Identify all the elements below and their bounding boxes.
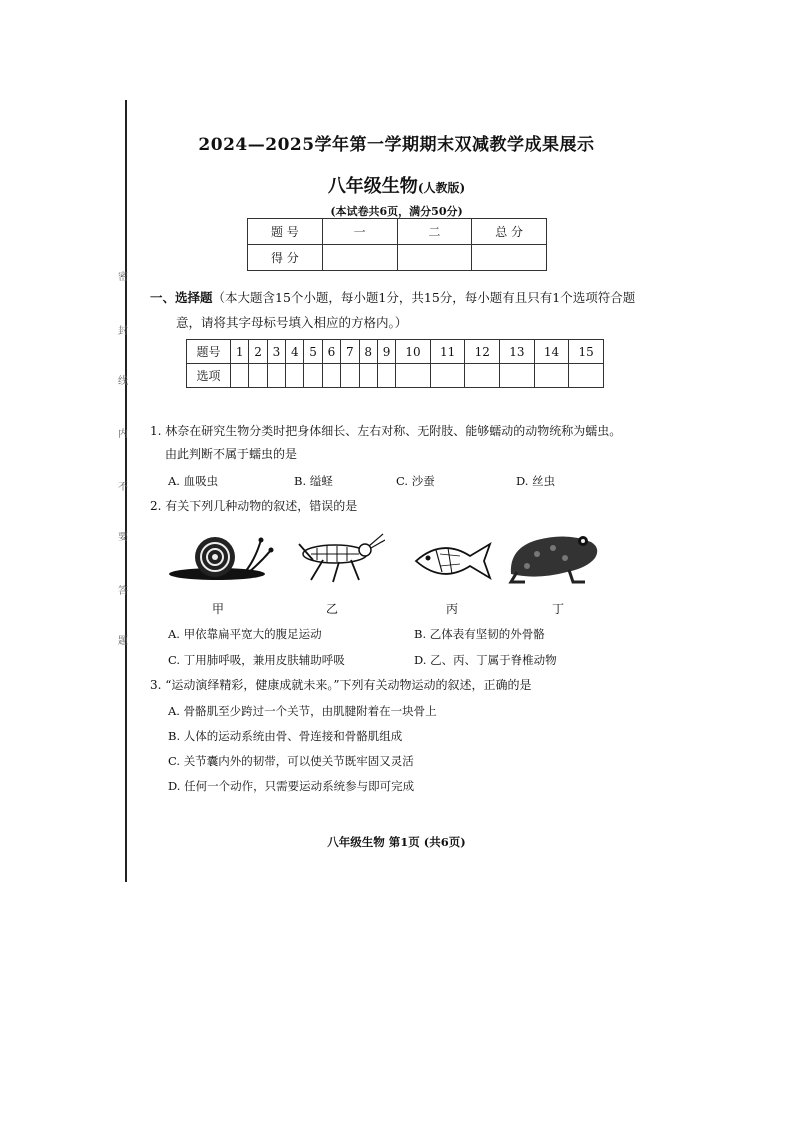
- answer-number: 2: [249, 340, 267, 364]
- answer-number: 4: [286, 340, 304, 364]
- margin-char: 答: [118, 586, 128, 597]
- question-1-stem: 1. 林奈在研究生物分类时把身体细长、左右对称、无附肢、能够蠕动的动物统称为蠕虫。: [150, 424, 622, 438]
- section-instruction: [150, 285, 635, 310]
- question-2-option-d: D. 乙、丙、丁属于脊椎动物: [414, 653, 557, 667]
- margin-char: 不: [118, 482, 128, 493]
- answer-number: 3: [267, 340, 285, 364]
- margin-char: 题: [118, 636, 128, 647]
- exam-note: (本试卷共6页，满分50分): [330, 205, 463, 218]
- fish-icon: [412, 538, 494, 584]
- answer-cell[interactable]: [465, 364, 500, 388]
- answer-cell[interactable]: [231, 364, 249, 388]
- margin-char: 封: [118, 326, 128, 337]
- answer-cell[interactable]: [500, 364, 535, 388]
- answer-number: 11: [430, 340, 465, 364]
- answer-number: 12: [465, 340, 500, 364]
- animal-label-ding: 丁: [552, 602, 565, 616]
- answer-row-label: 选项: [187, 364, 231, 388]
- answer-number: 8: [359, 340, 377, 364]
- answer-number: 9: [377, 340, 395, 364]
- answer-cell[interactable]: [359, 364, 377, 388]
- question-1-stem-cont: 由此判断不属于蠕虫的是: [165, 447, 298, 461]
- answer-number: 6: [322, 340, 340, 364]
- answer-cell[interactable]: [322, 364, 340, 388]
- question-1-option-d: D. 丝虫: [516, 474, 556, 488]
- score-row-label: 得 分: [248, 245, 323, 271]
- score-cell[interactable]: [397, 245, 472, 271]
- question-1-option-b: B. 缢蛏: [294, 474, 333, 488]
- answer-number: 1: [231, 340, 249, 364]
- answer-number: 5: [304, 340, 322, 364]
- answer-header-label: 题号: [187, 340, 231, 364]
- margin-char: 线: [118, 376, 128, 387]
- page-footer: 八年级生物 第1页 (共6页): [327, 835, 466, 849]
- answer-cell[interactable]: [396, 364, 431, 388]
- answer-cell[interactable]: [569, 364, 604, 388]
- snail-icon: [165, 530, 275, 585]
- question-2-option-b: B. 乙体表有坚韧的外骨骼: [414, 627, 545, 641]
- question-2-stem: 2. 有关下列几种动物的叙述，错误的是: [150, 499, 358, 513]
- question-3-option-a: A. 骨骼肌至少跨过一个关节，由肌腱附着在一块骨上: [168, 704, 437, 718]
- answer-number: 7: [341, 340, 359, 364]
- answer-number: 10: [396, 340, 431, 364]
- instruction-line1: （本大题含15个小题，每小题1分，共15分，每小题有且只有1个选项符合题: [212, 290, 636, 305]
- question-3-option-d: D. 任何一个动作，只需要运动系统参与即可完成: [168, 779, 415, 793]
- margin-char: 要: [118, 532, 128, 543]
- question-2-option-a: A. 甲依靠扁平宽大的腹足运动: [168, 627, 322, 641]
- margin-char: 密: [118, 272, 128, 283]
- score-table: [247, 218, 547, 271]
- answer-cell[interactable]: [267, 364, 285, 388]
- answer-number: 13: [500, 340, 535, 364]
- question-3-stem: 3. “运动演绎精彩，健康成就未来。”下列有关动物运动的叙述，正确的是: [150, 678, 532, 692]
- answer-cell[interactable]: [249, 364, 267, 388]
- instruction-line2: 意，请将其字母标号填入相应的方格内。）: [176, 315, 408, 330]
- question-3-option-b: B. 人体的运动系统由骨、骨连接和骨骼肌组成: [168, 729, 403, 743]
- answer-cell[interactable]: [377, 364, 395, 388]
- score-cell[interactable]: [472, 245, 547, 271]
- answer-number: 15: [569, 340, 604, 364]
- answer-cell[interactable]: [286, 364, 304, 388]
- grasshopper-icon: [293, 530, 385, 586]
- question-3-option-c: C. 关节囊内外的韧带，可以使关节既牢固又灵活: [168, 754, 414, 768]
- exam-title: 2024—2025学年第一学期期末双减教学成果展示: [198, 135, 595, 155]
- score-header-cell: 二: [397, 219, 472, 245]
- score-header-cell: 一: [322, 219, 397, 245]
- subject-name: 八年级生物: [327, 176, 418, 197]
- animal-label-yi: 乙: [326, 602, 339, 616]
- answer-cell[interactable]: [430, 364, 465, 388]
- score-cell[interactable]: [322, 245, 397, 271]
- exam-subtitle: [0, 172, 793, 198]
- answer-number: 14: [534, 340, 569, 364]
- animal-label-jia: 甲: [212, 602, 225, 616]
- answer-cell[interactable]: [341, 364, 359, 388]
- answer-table: [186, 339, 604, 388]
- question-1-option-c: C. 沙蚕: [396, 474, 435, 488]
- frog-icon: [507, 528, 603, 584]
- edition-label: (人教版): [417, 181, 466, 195]
- score-header-cell: 总 分: [472, 219, 547, 245]
- answer-cell[interactable]: [304, 364, 322, 388]
- section-title: 一、选择题: [150, 290, 213, 305]
- animal-label-bing: 丙: [446, 602, 459, 616]
- margin-char: 内: [118, 429, 128, 440]
- question-2-option-c: C. 丁用肺呼吸，兼用皮肤辅助呼吸: [168, 653, 345, 667]
- answer-cell[interactable]: [534, 364, 569, 388]
- question-1-option-a: A. 血吸虫: [168, 474, 219, 488]
- score-header-cell: 题 号: [248, 219, 323, 245]
